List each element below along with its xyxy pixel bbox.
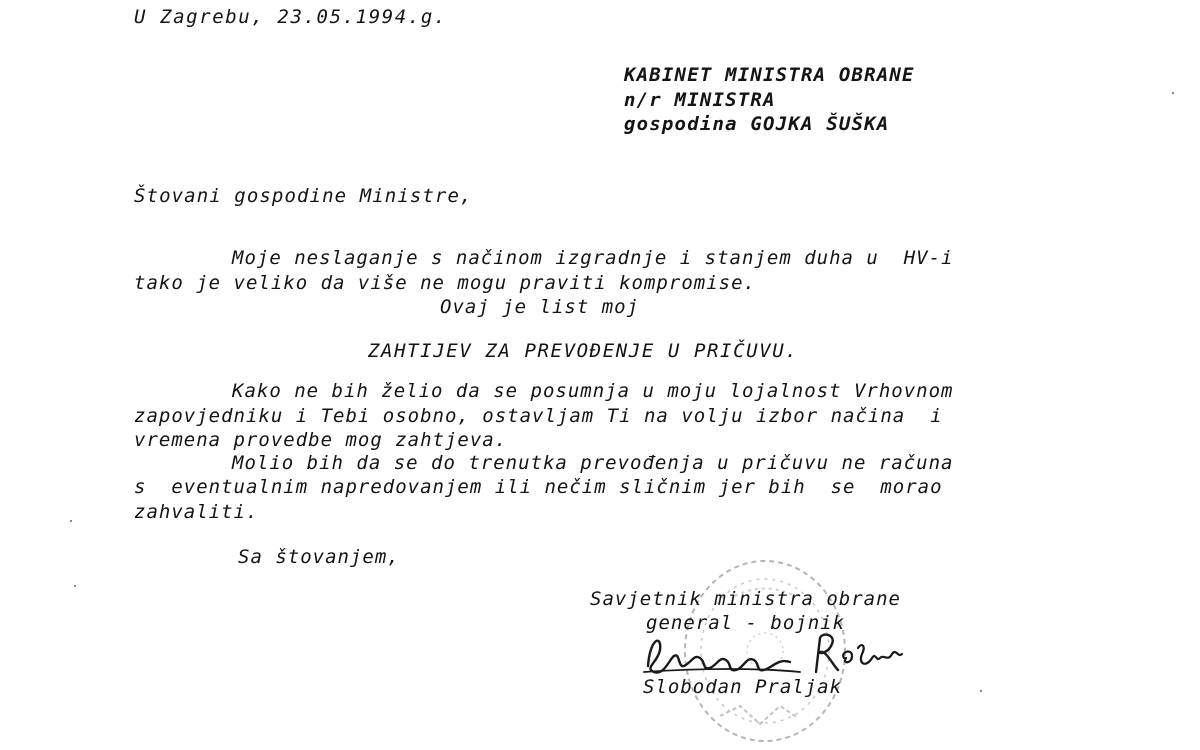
handwritten-signature	[640, 628, 910, 682]
scan-speck	[70, 520, 72, 522]
paragraph-2-line-1: Kako ne bih želio da se posumnja u moju lojalnost Vrhovnom	[232, 380, 954, 402]
scan-speck	[74, 585, 76, 587]
paragraph-3-line-2: s eventualnim napredovanjem ili nečim sličnim jer bih se morao	[134, 476, 943, 498]
scan-speck	[1172, 92, 1174, 94]
recipient-line-3: gospodina GOJKA ŠUŠKA	[624, 113, 890, 135]
request-heading: ZAHTIJEV ZA PREVOĐENJE U PRIČUVU.	[368, 340, 799, 362]
date-line: U Zagrebu, 23.05.1994.g.	[134, 6, 447, 28]
signatory-title-1: Savjetnik ministra obrane	[590, 588, 901, 610]
paragraph-1-line-1: Moje neslaganje s načinom izgradnje i stanjem duha u HV-i	[232, 247, 954, 269]
signatory-title-2: general - bojnik	[646, 612, 846, 634]
paragraph-2-line-2: zapovjedniku i Tebi osobno, ostavljam Ti na volju izbor načina i	[134, 405, 943, 427]
paragraph-3-line-1: Molio bih da se do trenutka prevođenja u pričuvu ne računa	[232, 452, 954, 474]
signatory-name: Slobodan Praljak	[643, 676, 843, 698]
scan-speck	[980, 690, 982, 692]
paragraph-1-line-3: Ovaj je list moj	[440, 296, 640, 318]
salutation: Štovani gospodine Ministre,	[134, 185, 473, 207]
recipient-line-2: n/r MINISTRA	[624, 89, 776, 111]
paragraph-2-line-3: vremena provedbe mog zahtjeva.	[134, 429, 508, 451]
recipient-line-1: KABINET MINISTRA OBRANE	[624, 64, 915, 86]
paragraph-1-line-2: tako je veliko da više ne mogu praviti kompromise.	[134, 272, 756, 294]
paragraph-3-line-3: zahvaliti.	[134, 501, 259, 523]
closing: Sa štovanjem,	[238, 546, 400, 568]
